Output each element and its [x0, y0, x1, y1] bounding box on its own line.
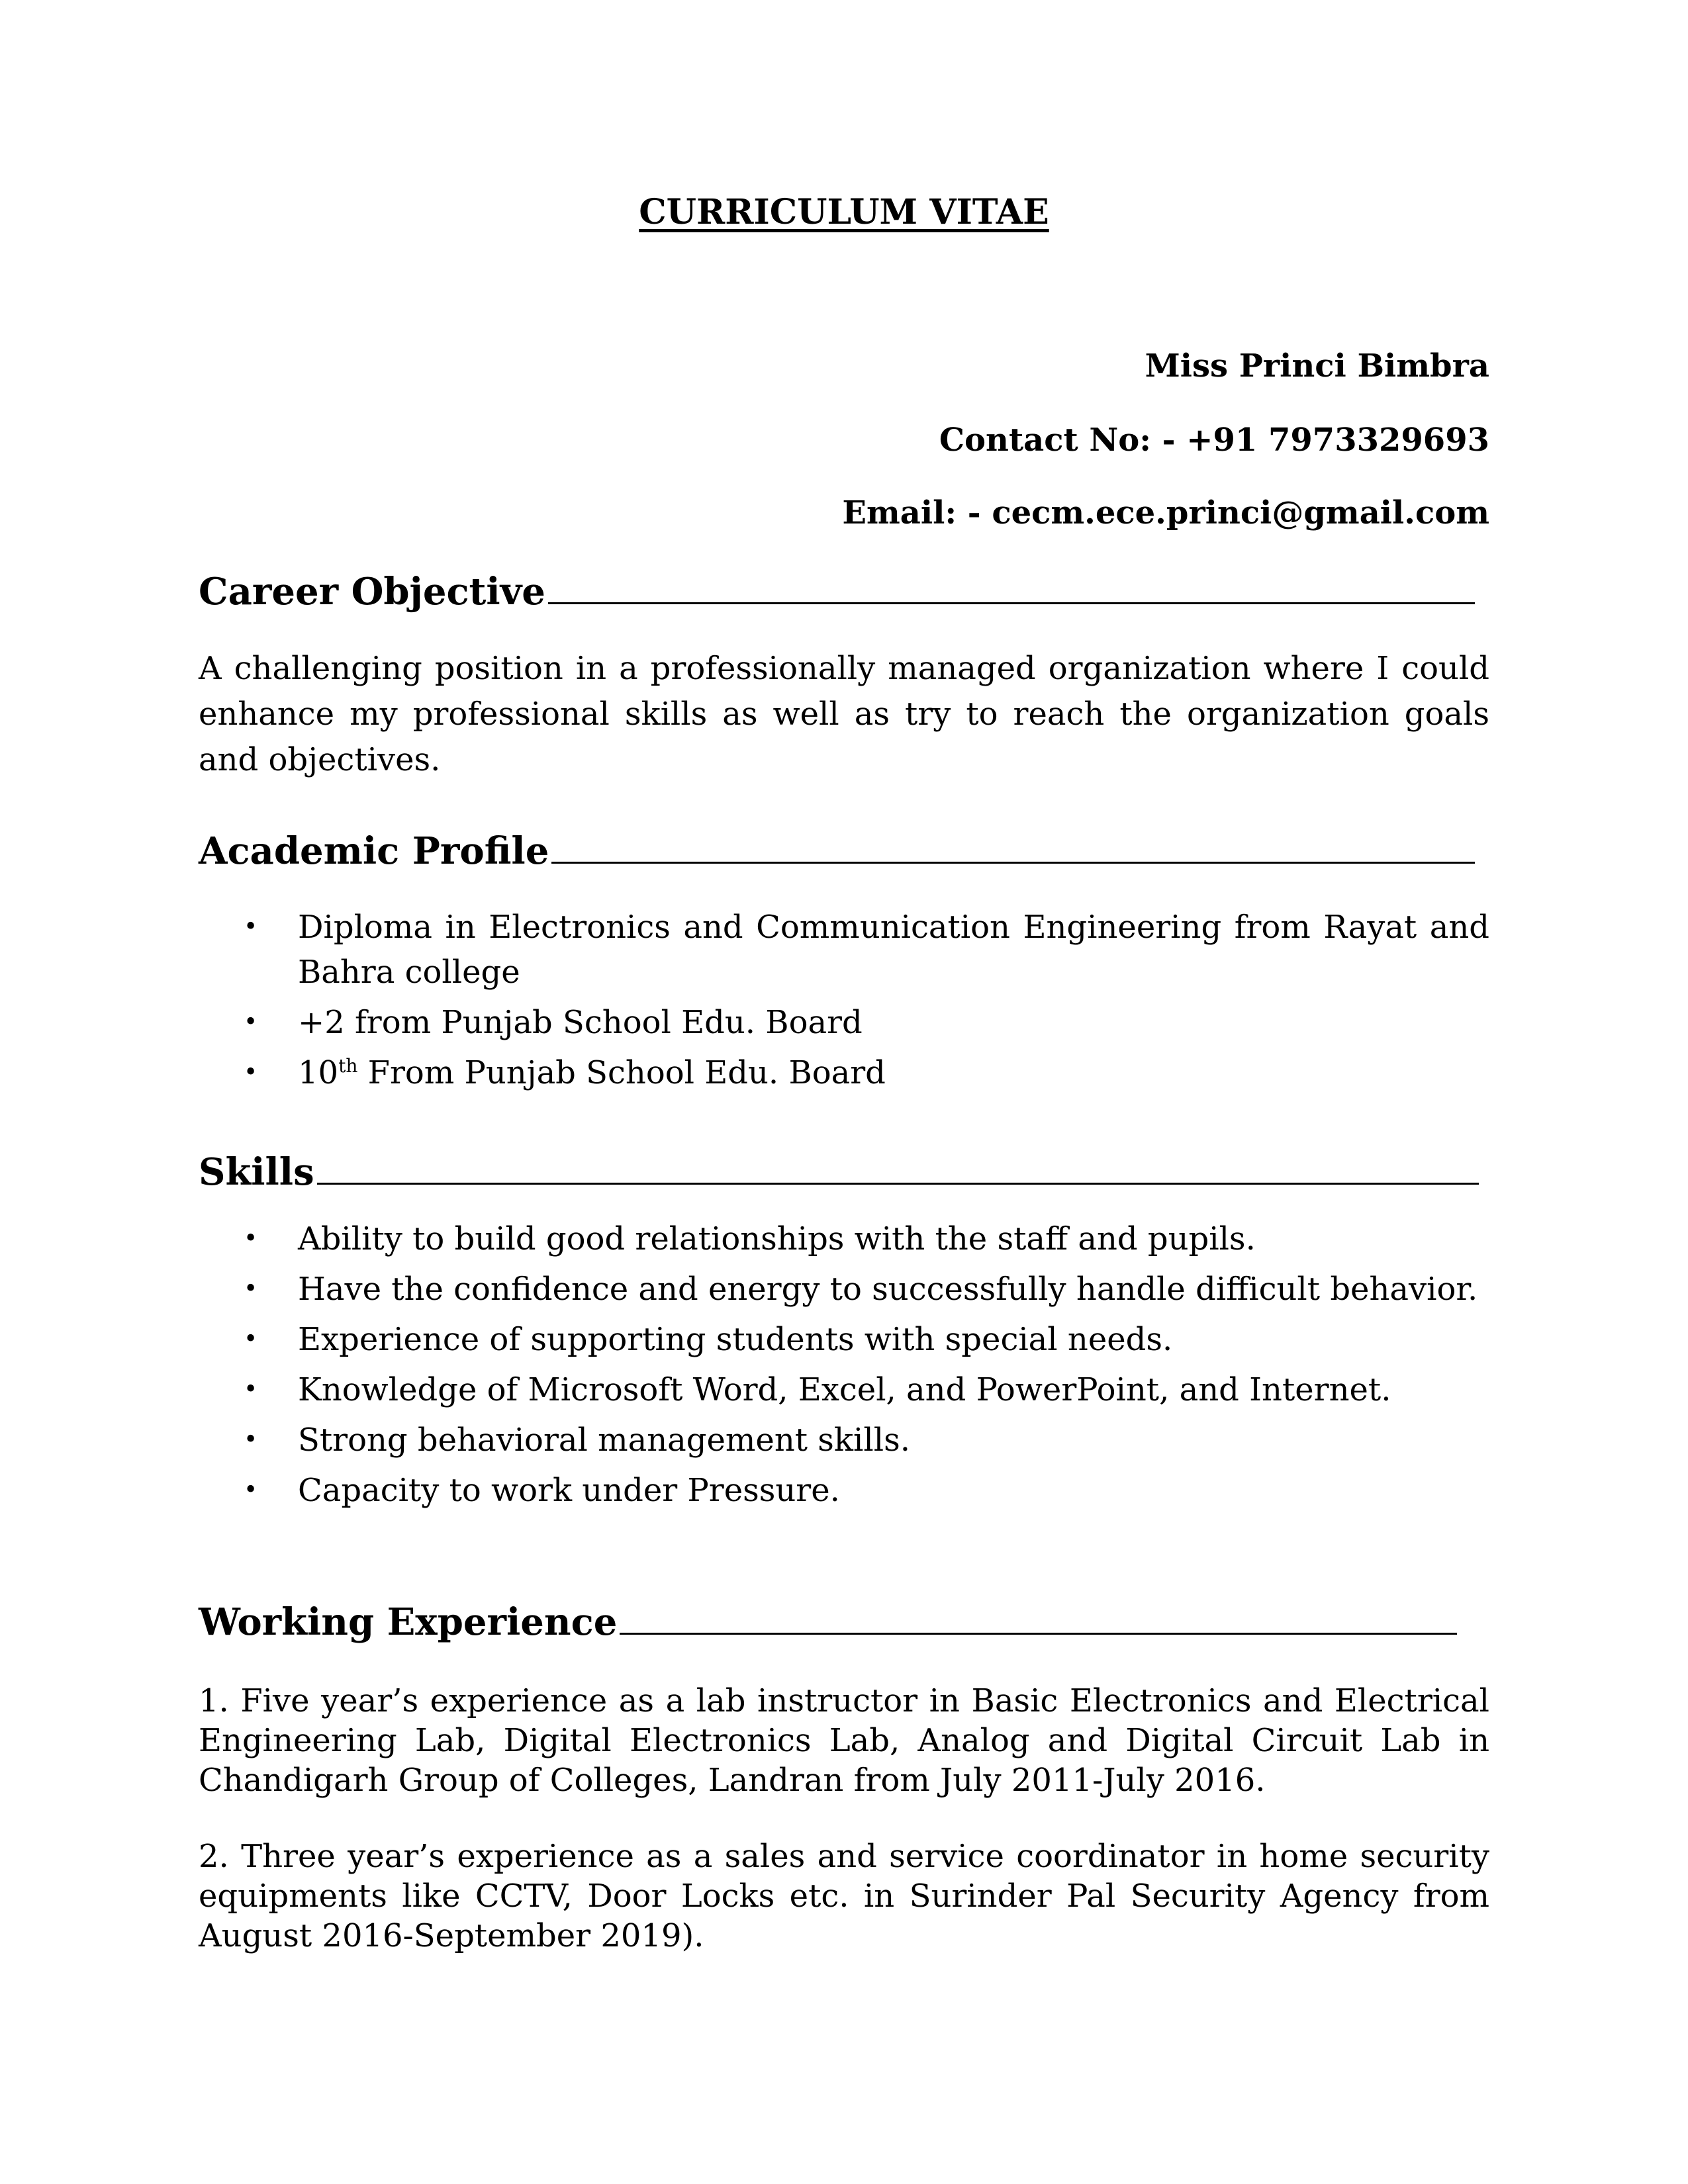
academic-profile-list — [199, 905, 1489, 1101]
list-item — [199, 1216, 1489, 1261]
list-item-num: 10 — [298, 1054, 339, 1091]
bullet-icon: • — [244, 1009, 258, 1036]
contact-email: Email: - cecm.ece.princi@gmail.com — [842, 494, 1489, 531]
bullet-icon: • — [244, 1326, 258, 1353]
bullet-icon: • — [244, 1059, 258, 1086]
bullet-icon: • — [244, 913, 258, 940]
heading-rule — [548, 568, 1475, 604]
skills-heading-text: Skills — [199, 1150, 314, 1194]
list-item — [199, 1367, 1489, 1412]
academic-profile-heading — [199, 827, 1475, 873]
list-item-text: Diploma in Electronics and Communication Engineering from Rayat and Bahra college — [298, 909, 1489, 991]
list-item-text: Strong behavioral management skills. — [298, 1422, 910, 1459]
list-item-sup: th — [338, 1055, 358, 1077]
heading-rule — [317, 1148, 1479, 1185]
bullet-icon: • — [244, 1376, 258, 1403]
career-objective-text: A challenging position in a professionally managed organization where I could enhance my professional skills as well as try to reach the organization goals and objectives. — [199, 650, 1489, 778]
career-objective-heading — [199, 568, 1475, 614]
academic-profile-heading-text: Academic Profile — [199, 829, 549, 873]
heading-rule — [620, 1598, 1457, 1635]
bullet-icon: • — [244, 1426, 258, 1453]
contact-name: Miss Princi Bimbra — [1145, 347, 1489, 385]
list-item-text: Experience of supporting students with special needs. — [298, 1321, 1173, 1358]
list-item — [199, 1468, 1489, 1513]
skills-list — [199, 1216, 1489, 1518]
experience-item-2: 2. Three year’s experience as a sales and service coordinator in home security equipments like CCTV, Door Locks etc. in Surinder Pal Security Agency from August 2016-September 2019). — [199, 1838, 1489, 1954]
career-objective-heading-text: Career Objective — [199, 570, 545, 614]
working-experience-heading — [199, 1598, 1457, 1644]
list-item — [199, 1050, 1489, 1095]
list-item-text: +2 from Punjab School Edu. Board — [298, 1004, 863, 1041]
bullet-icon: • — [244, 1477, 258, 1504]
contact-phone: Contact No: - +91 7973329693 — [939, 422, 1489, 459]
list-item-text: Ability to build good relationships with the staff and pupils. — [298, 1220, 1256, 1257]
heading-rule — [551, 827, 1475, 864]
list-item — [199, 905, 1489, 995]
list-item — [199, 1317, 1489, 1362]
list-item — [199, 1418, 1489, 1463]
list-item — [199, 1000, 1489, 1045]
experience-item-1: 1. Five year’s experience as a lab instructor in Basic Electronics and Electrical Engineering Lab, Digital Electronics Lab, Analog and Digital Circuit Lab in Chandigarh Group of Colleges, Landran from July 2011-July 2016. — [199, 1682, 1489, 1799]
bullet-icon: • — [244, 1225, 258, 1252]
list-item-text: Knowledge of Microsoft Word, Excel, and PowerPoint, and Internet. — [298, 1371, 1391, 1408]
list-item-text: Have the confidence and energy to successfully handle difficult behavior. — [298, 1271, 1478, 1308]
list-item-text: Capacity to work under Pressure. — [298, 1472, 840, 1509]
bullet-icon: • — [244, 1275, 258, 1302]
list-item — [199, 1267, 1489, 1312]
document-title: CURRICULUM VITAE — [639, 192, 1049, 232]
list-item-text: From Punjab School Edu. Board — [357, 1054, 886, 1091]
skills-heading — [199, 1148, 1479, 1194]
working-experience-heading-text: Working Experience — [199, 1600, 618, 1644]
